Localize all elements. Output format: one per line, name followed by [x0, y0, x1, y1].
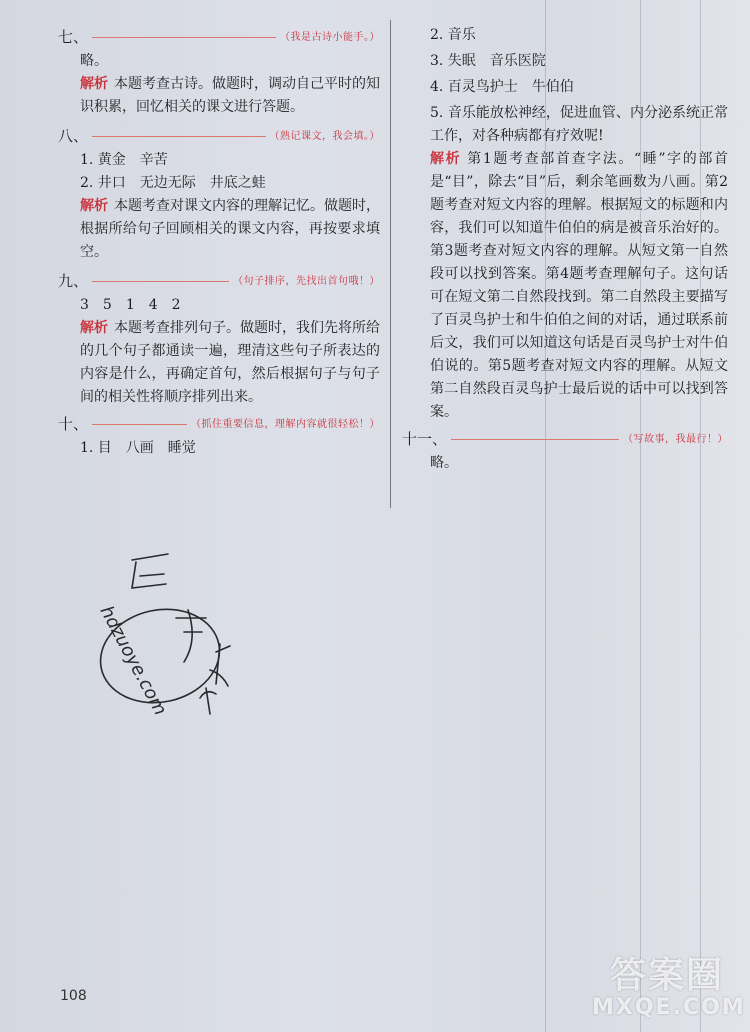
section-tip: （熟记课文，我会填。）: [269, 130, 380, 142]
analysis-tag: 解析: [80, 76, 108, 92]
analysis-tag: 解析: [430, 151, 462, 167]
analysis-paragraph: [58, 317, 380, 409]
section-number: 七、: [58, 27, 89, 46]
answer-line: 4. 百灵鸟护士 牛伯伯: [430, 79, 574, 95]
answer-line: 3 5 1 4 2: [80, 297, 181, 313]
analysis-text: 本题考查排列句子。做题时，我们先将所给的几个句子都通读一遍，理清这些句子所表达的内容是什么，再确定首句，然后根据句子与句子间的相关性将顺序排列出来。: [80, 320, 380, 405]
column-divider: [390, 20, 391, 508]
analysis-text: 本题考查对课文内容的理解记忆。做题时，根据所给句子回顾相关的课文内容，再按要求填空。: [80, 198, 380, 260]
analysis-text: 第1题考查部首查字法。“睡”字的部首是“目”，除去“目”后，剩余笔画数为八画。第2题考查对短文内容的理解。根据短文的标题和内容，我们可以知道牛伯伯的病是被音乐治好的。第3题考查对短文内容的理解。从短文第一自然段可以找到答案。第4题考查理解句子。这句话可在短文第二自然段找到。第二自然段主要描写了百灵鸟护士和牛伯伯之间的对话，通过联系前后文，我们可以知道这句话是百灵鸟护士对牛伯伯说的。第5题考查对短文内容的理解。从短文第二自然段百灵鸟护士最后说的话中可以找到答案。: [430, 151, 728, 420]
left-column: [58, 24, 380, 460]
section-number: 九、: [58, 271, 89, 290]
answer-line: 略。: [80, 53, 108, 69]
section-tip: （写故事，我最行！）: [623, 433, 728, 445]
section-tip: （抓住重要信息，理解内容就很轻松！）: [191, 418, 380, 430]
analysis-paragraph: [58, 195, 380, 264]
section-11-heading: [402, 426, 728, 452]
right-column: [402, 24, 728, 475]
watermark-line: MXQE.COM: [592, 995, 746, 1020]
section-number: 十一、: [402, 429, 448, 448]
analysis-tag: 解析: [80, 198, 108, 214]
answer-line: 2. 音乐: [430, 27, 476, 43]
section-7-heading: [58, 24, 380, 50]
watermark-line: 答案圈: [609, 955, 724, 996]
analysis-text: 本题考查古诗。做题时，调动自己平时的知识积累，回忆相关的课文进行答题。: [80, 76, 380, 115]
answer-line: 略。: [430, 455, 458, 471]
answer-line: 5. 音乐能放松神经，促进血管、内分泌系统正常工作，对各种病都有疗效呢!: [430, 105, 728, 144]
answer-line: 1. 黄金 辛苦: [80, 152, 168, 168]
analysis-tag: 解析: [80, 320, 108, 336]
heading-rule: [92, 424, 187, 425]
page-number: 108: [60, 988, 87, 1004]
heading-rule: [451, 439, 619, 440]
heading-rule: [92, 37, 276, 38]
site-watermark: [592, 955, 746, 1026]
section-10-heading: [58, 411, 380, 437]
section-8-heading: [58, 123, 380, 149]
section-tip: （我是古诗小能手。）: [280, 31, 380, 43]
section-9-heading: [58, 268, 380, 294]
stamp-url: hdzuoye.com: [95, 602, 171, 719]
section-tip: （句子排序，先找出首句哦！）: [233, 275, 380, 287]
section-number: 十、: [58, 414, 89, 433]
analysis-paragraph: [408, 148, 728, 424]
answer-line: 3. 失眠 音乐医院: [430, 53, 546, 69]
heading-rule: [92, 281, 229, 282]
answer-line: 1. 目 八画 睡觉: [80, 440, 196, 456]
analysis-paragraph: [58, 73, 380, 119]
answer-line: 2. 井口 无边无际 井底之蛙: [80, 175, 266, 191]
section-number: 八、: [58, 126, 89, 145]
heading-rule: [92, 136, 265, 137]
handwritten-stamp: [88, 548, 238, 738]
